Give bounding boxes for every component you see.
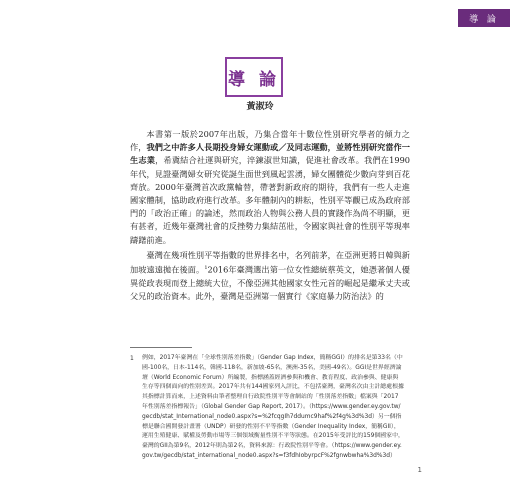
chapter-title: 導 論 bbox=[225, 57, 283, 97]
author-name: 黃淑玲 bbox=[246, 102, 274, 112]
footnote-divider bbox=[130, 347, 192, 348]
paragraph-2-part-b: 2016年臺灣選出第一位女性總統蔡英文，她憑著個人優異從政表現而登上總統大位，不像亞洲其他國家女性元首的崛起是繼承丈夫或父兄的政治資本。此外，臺灣是亞洲第一個實行《家庭暴力防治法》的 bbox=[130, 264, 410, 302]
paragraph-1-bold: 我們之中許多人長期投身婦女運動或／及同志運動，並將性別研究當作一生志業 bbox=[130, 142, 410, 166]
paragraph-1-part-c: ，希冀結合社運與研究，淬鍊淑世知識，促進社會改革。我們在1990年代，見證臺灣婦女研究從誕生面世到風起雲湧，婦女團體從少數向芽到百花齊放。2000年臺灣首次政黨輪替，帶著對新政府的期待，我們有一些人走進國家體制，協助政府進行改革。多年體制內的耕耘，性別平等觀已成為政府部門的「政治正確」的論述，然而政治人物與公務人員的實踐作為尚不明顯，更有甚者，近幾年臺灣社會的反挫勢力集結茁壯，令國家與社會的性別平等現率躊躇前進。 bbox=[130, 155, 410, 245]
footnote-ref[interactable]: 1 bbox=[204, 265, 208, 272]
page-number: 1 bbox=[417, 466, 422, 474]
paragraph-2 bbox=[130, 249, 410, 304]
main-text bbox=[130, 128, 410, 305]
paragraph-2-part-a: 臺灣在幾項性別平等指數的世界排名中，名列前茅，在亞洲更將日韓與新加坡遠遠拋在後面。 bbox=[130, 249, 410, 275]
section-header-tag: 導 論 bbox=[458, 9, 510, 27]
footnote-number: 1 bbox=[130, 355, 134, 362]
footnote bbox=[130, 354, 404, 462]
paragraph-1-part-a: 本書第一版於2007年出版，乃集合當年十數位性別研究學者的傾力之作， bbox=[130, 129, 410, 153]
paragraph-1 bbox=[130, 128, 410, 247]
footnote-text: 例如，2017年臺灣在「全球性別落差指數」（Gender Gap Index，簡稱GGI）的排名是第33名（中國-100名，日本-114名，韓國-118名，新加坡-65名，澳洲-35名，美國-49名）。GGI是世界經濟論壇（World Economic Forum）所編製，指標涵蓋經濟參與和機會、教育程度、政治參與、健康與生存等四個面向的性別差異。2017年共有144國家列入評比，不包括臺灣，臺灣名次由主計總處根據其指標計算而來，上述資料由筆者整理自行政院性別平等會網站的「性別落差指數」檔案與「2017年性別落差指標報告」（Global Gender Gap Report, 2017）。（https://www.gender.ey.gov.tw/gecdb/stat_International_node0.aspx?s=%2fcqgIh7ddumc9haf%2f4g%3d%3d）另一個指標是聯合國開發計畫署（UNDP）研發的性別不平等指數（Gender Inequality Index，簡稱GII），運用生殖健康、賦權及勞動市場等三個領域衡量性別不平等狀態。在2015年受評比的159個國家中，臺灣的GII為第9名，2012年則為第2名，資料來源：行政院性別平等會。（https://www.gender.ey.gov.tw/gecdb/stat_international_node0.aspx?s=f3fdhIobyrpcF%2fgnwbwha%3d%3d） bbox=[142, 355, 404, 459]
